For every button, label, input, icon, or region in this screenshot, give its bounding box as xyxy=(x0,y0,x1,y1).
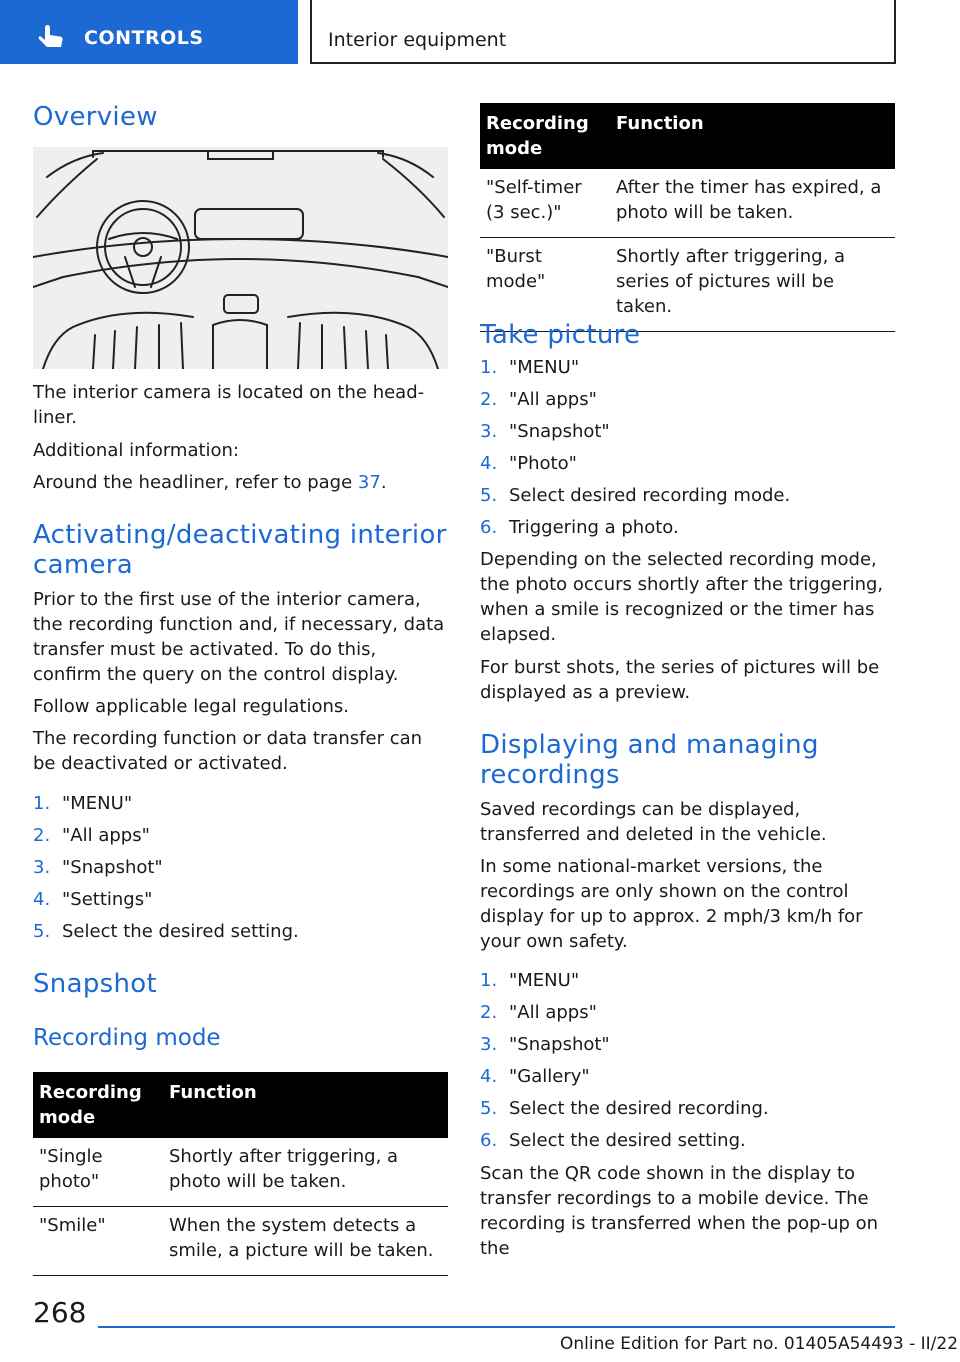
table-header-row xyxy=(33,1072,448,1138)
national-text: In some national-market versions, the recordings are only shown on the control display for up to approx. 2 mph/3 km/h for your own safety. xyxy=(480,856,863,952)
list-item xyxy=(33,887,448,919)
list-item xyxy=(480,1096,895,1128)
overview-text: The interior camera is located on the head-liner. xyxy=(33,382,425,428)
table-row xyxy=(33,1138,448,1207)
column-header-function: Function xyxy=(610,103,895,169)
step-text: Triggering a photo. xyxy=(509,517,679,538)
mode-cell: "Self-timer (3 sec.)" xyxy=(480,169,610,238)
step-text: "MENU" xyxy=(509,970,580,991)
function-cell: Shortly after triggering, a series of pictures will be taken. xyxy=(610,238,895,332)
step-number: 3. xyxy=(480,1034,498,1055)
table-row xyxy=(480,169,895,238)
settings-steps-list xyxy=(33,791,448,951)
list-item xyxy=(480,1032,895,1064)
list-item xyxy=(480,451,895,483)
additional-info-label: Additional information: xyxy=(33,440,240,461)
section-label: CONTROLS xyxy=(84,27,204,49)
step-text: Select the desired recording. xyxy=(509,1098,769,1119)
chapter-header xyxy=(310,0,896,64)
table-row xyxy=(33,1207,448,1276)
table-row xyxy=(480,238,895,332)
step-text: "Snapshot" xyxy=(62,857,163,878)
list-item xyxy=(480,1000,895,1032)
list-item xyxy=(480,1128,895,1160)
list-item xyxy=(33,791,448,823)
function-cell: When the system detects a smile, a picture will be taken. xyxy=(163,1207,448,1276)
recording-mode-table-right xyxy=(480,103,895,332)
list-item xyxy=(480,515,895,547)
gallery-steps-list xyxy=(480,968,895,1160)
deactivate-text: The recording function or data transfer can be deactivated or activated. xyxy=(33,728,423,774)
step-text: "MENU" xyxy=(62,793,133,814)
section-tab-controls[interactable] xyxy=(0,0,298,64)
legal-text: Follow applicable legal regulations. xyxy=(33,696,349,717)
step-number: 2. xyxy=(480,1002,498,1023)
activating-heading: Activating/deactivating interior camera xyxy=(33,520,447,580)
list-item xyxy=(33,823,448,855)
step-text: Select desired recording mode. xyxy=(509,485,791,506)
list-item xyxy=(480,419,895,451)
page-link-37[interactable]: 37 xyxy=(357,472,381,493)
take-picture-steps-list xyxy=(480,355,895,547)
list-item xyxy=(480,1064,895,1096)
interior-camera-illustration xyxy=(33,147,448,369)
step-number: 3. xyxy=(33,857,51,878)
function-cell: After the timer has expired, a photo will be taken. xyxy=(610,169,895,238)
chapter-label: Interior equipment xyxy=(328,29,507,51)
burst-text: For burst shots, the series of pictures will be displayed as a preview. xyxy=(480,657,880,703)
column-header-mode: Recording mode xyxy=(33,1072,163,1138)
displaying-heading: Displaying and managing recordings xyxy=(480,730,819,790)
step-text: Select the desired setting. xyxy=(509,1130,746,1151)
headliner-reference xyxy=(33,470,448,495)
step-number: 5. xyxy=(480,1098,498,1119)
step-text: "Gallery" xyxy=(509,1066,590,1087)
step-text: "Settings" xyxy=(62,889,153,910)
list-item xyxy=(480,968,895,1000)
column-header-mode: Recording mode xyxy=(480,103,610,169)
step-number: 6. xyxy=(480,517,498,538)
step-number: 1. xyxy=(480,357,498,378)
list-item xyxy=(33,919,448,951)
page-number: 268 xyxy=(33,1296,87,1329)
step-text: "Snapshot" xyxy=(509,1034,610,1055)
step-number: 6. xyxy=(480,1130,498,1151)
headliner-reference-suffix: . xyxy=(380,472,387,493)
saved-text: Saved recordings can be displayed, transferred and deleted in the vehicle. xyxy=(480,799,827,845)
function-cell: Shortly after triggering, a photo will be taken. xyxy=(163,1138,448,1207)
qr-text: Scan the QR code shown in the display to transfer recordings to a mobile device. The recording is transferred when the pop-up on the xyxy=(480,1163,879,1259)
recording-mode-table-left xyxy=(33,1072,448,1276)
step-number: 2. xyxy=(33,825,51,846)
recording-mode-heading: Recording mode xyxy=(33,1025,221,1051)
step-text: "Snapshot" xyxy=(509,421,610,442)
column-header-function: Function xyxy=(163,1072,448,1138)
list-item xyxy=(33,855,448,887)
footer-rule xyxy=(98,1326,895,1328)
depending-text: Depending on the selected recording mode, the photo occurs shortly after the triggering, when a smile is recognized or the timer has elapsed. xyxy=(480,549,884,645)
step-number: 4. xyxy=(480,1066,498,1087)
step-number: 4. xyxy=(33,889,51,910)
mode-cell: "Smile" xyxy=(33,1207,163,1276)
step-text: "MENU" xyxy=(509,357,580,378)
step-number: 5. xyxy=(33,921,51,942)
mode-cell: "Burst mode" xyxy=(480,238,610,332)
take-picture-heading: Take picture xyxy=(480,320,641,350)
table-header-row xyxy=(480,103,895,169)
step-number: 1. xyxy=(33,793,51,814)
step-number: 1. xyxy=(480,970,498,991)
hand-pointer-icon xyxy=(36,22,66,48)
list-item xyxy=(480,355,895,387)
overview-heading: Overview xyxy=(33,102,158,132)
step-number: 4. xyxy=(480,453,498,474)
step-text: "Photo" xyxy=(509,453,577,474)
step-text: "All apps" xyxy=(62,825,150,846)
step-text: "All apps" xyxy=(509,1002,597,1023)
headliner-reference-text: Around the headliner, refer to page xyxy=(33,472,358,493)
list-item xyxy=(480,387,895,419)
step-number: 2. xyxy=(480,389,498,410)
list-item xyxy=(480,483,895,515)
step-text: Select the desired setting. xyxy=(62,921,299,942)
step-number: 3. xyxy=(480,421,498,442)
snapshot-heading: Snapshot xyxy=(33,969,157,999)
step-text: "All apps" xyxy=(509,389,597,410)
step-number: 5. xyxy=(480,485,498,506)
car-interior-image xyxy=(33,147,448,369)
activating-text: Prior to the first use of the interior camera, the recording function and, if necessary, data transfer must be activated. To do this, confirm the query on the control display. xyxy=(33,589,445,685)
edition-text: Online Edition for Part no. 01405A54493 - II/22 xyxy=(560,1334,959,1354)
mode-cell: "Single photo" xyxy=(33,1138,163,1207)
